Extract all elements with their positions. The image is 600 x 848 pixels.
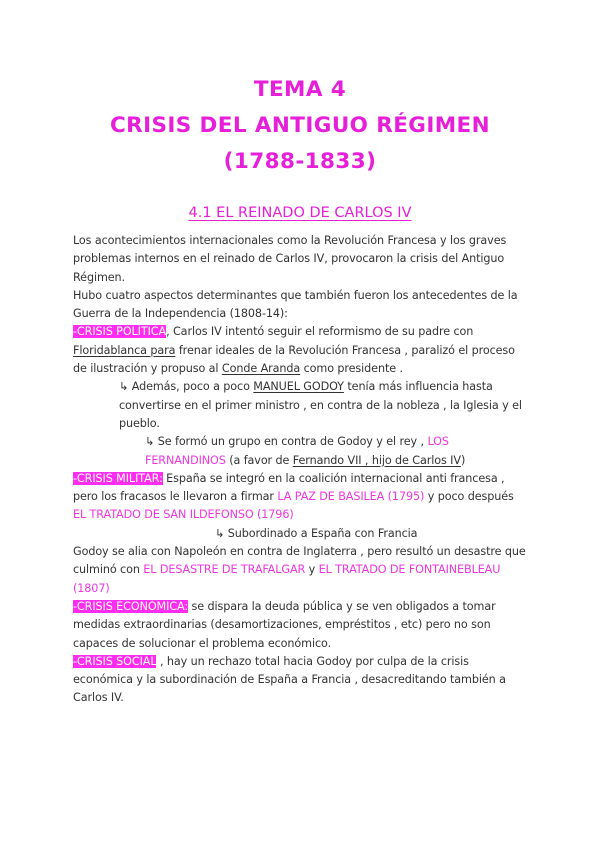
crisis-social-label: -CRISIS SOCIAL (73, 654, 157, 668)
fernandinos-text-1: Se formó un grupo en contra de Godoy y el rey , (154, 435, 428, 449)
militar-pink-2: EL TRATADO DE SAN ILDEFONSO (1796) (73, 508, 294, 522)
paragraph-crisis-economica (73, 598, 528, 653)
crisis-politica-label: -CRISIS POLÍTICA (73, 325, 167, 339)
paragraph-aspects: Hubo cuatro aspectos determinantes que también fueron los antecedentes de la Guerra de la Independencia (1808-14): (73, 288, 518, 321)
alia-text-1: Godoy se alia con Napoleón en contra de Inglaterra , pero resultó un desastre que culminó con (73, 545, 526, 577)
godoy-text-2: tenía más influencia hasta convertirse en el primer ministro , en contra de la nobleza , la Iglesia y el pueblo. (119, 380, 522, 430)
alia-pink-1: EL DESASTRE DE TRAFALGAR (143, 563, 306, 577)
section-heading: 4.1 EL REINADO DE CARLOS IV (188, 205, 412, 221)
paragraph-crisis-social (73, 653, 528, 708)
paragraph-subordinado (73, 525, 528, 543)
crisis-militar-label: -CRISIS MILITAR: (73, 471, 163, 485)
militar-text-1: España se integró en la coalición internacional anti francesa , pero los fracasos le llevaron a firmar (73, 471, 505, 504)
politica-underline-1: Floridablanca para (73, 343, 176, 357)
godoy-underline: MANUEL GODOY (253, 380, 344, 394)
politica-text-1: , Carlos IV intentó seguir el reformismo de su padre con (166, 325, 474, 339)
fernandinos-text-3: ) (460, 453, 466, 467)
arrow-icon: ↳ (145, 435, 155, 449)
paragraph-crisis-politica (73, 323, 528, 378)
arrow-icon: ↳ (215, 526, 225, 540)
paragraph-intro: Los acontecimientos internacionales como la Revolución Francesa y los graves problemas internos en el reinado de Carlos IV, provocaron la crisis del Antiguo Régimen. (73, 234, 507, 284)
paragraph-godoy (73, 378, 528, 433)
title-line-2: CRISIS DEL ANTIGUO RÉGIMEN (109, 113, 491, 138)
title-line-3: (1788-1833) (223, 149, 377, 174)
title-line-1: TEMA 4 (253, 77, 347, 102)
title-block (0, 72, 600, 180)
economica-text: se dispara la deuda pública y se ven obligados a tomar medidas extraordinarias (desamortizaciones, empréstitos , etc) pero no son capaces de solucionar el problema económico. (73, 599, 496, 650)
crisis-economica-label: -CRISIS ECONÓMICA: (73, 599, 189, 613)
paragraph-godoy-alia (73, 543, 528, 598)
alia-text-2: y (305, 563, 319, 577)
arrow-icon: ↳ (119, 380, 129, 394)
politica-text-2: frenar ideales de la Revolución Francesa , paralizó el proceso de ilustración y propuso al (73, 343, 515, 376)
politica-underline-2: Conde Aranda (221, 362, 301, 376)
godoy-text-1: Además, poco a poco (128, 380, 254, 394)
subordinado-text: Subordinado a España con Francia (224, 526, 418, 540)
militar-text-2: y poco después (424, 490, 514, 504)
politica-text-3: como presidente . (300, 362, 403, 376)
fernandinos-text-2: (a favor de (225, 453, 293, 467)
paragraph-fernandinos (73, 433, 528, 470)
social-text: , hay un rechazo total hacia Godoy por culpa de la crisis económica y la subordinación de España a Francia , desacreditando también a Carlos IV. (73, 654, 506, 705)
fernandinos-underline: Fernando VII , hijo de Carlos IV (292, 453, 461, 467)
fernandinos-pink: LOS FERNANDINOS (145, 435, 449, 467)
body-text (73, 232, 528, 708)
militar-pink-1: LA PAZ DE BASILEA (1795) (277, 490, 425, 504)
alia-pink-2: EL TRATADO DE FONTAINEBLEAU (1807) (73, 563, 501, 595)
paragraph-crisis-militar (73, 470, 528, 525)
